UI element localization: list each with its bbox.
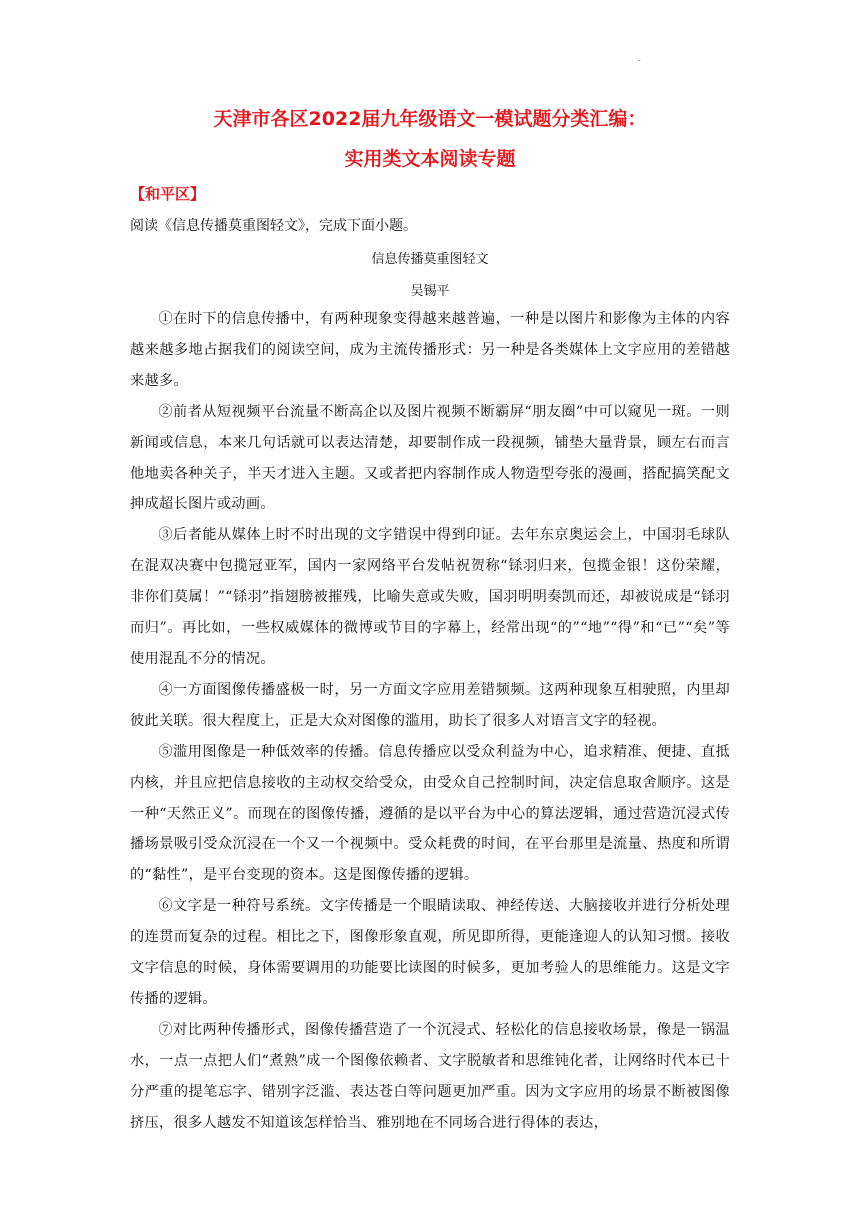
paragraph-4: ④一方面图像传播盛极一时，另一方面文字应用差错频频。这两种现象互相驶照，内里却彼此关联。很大程度上，正是大众对图像的滥用，助长了很多人对语言文字的轻视。 <box>130 681 730 729</box>
paragraph-2: ②前者从短视频平台流量不断高企以及图片视频不断霸屏“朋友圈”中可以窥见一斑。一则新闻或信息，本来几句话就可以表达清楚，却要制作成一段视频，铺垫大量背景，顾左右而言他地卖各种关子，半天才进入主题。又或者把内容制作成人物造型夸张的漫画，搭配搞笑配文抻成超长图片或动画。 <box>130 403 730 513</box>
paragraph-7: ⑦对比两种传播形式，图像传播营造了一个沉浸式、轻松化的信息接收场景，像是一锅温水，一点一点把人们“煮熟”成一个图像依赖者、文字脱敏者和思维钝化者，让网络时代本已十分严重的提笔忘字、错别字泛滥、表达苍白等问题更加严重。因为文字应用的场景不断被图像挤压，很多人越发不知道该怎样恰当、雅别地在不同场合进行得体的表达， <box>130 1021 730 1131</box>
article-body <box>130 304 730 1138</box>
document-subtitle: 实用类文本阅读专题 <box>344 148 516 170</box>
document-title: 天津市各区2022届九年级语文一模试题分类汇编： <box>213 108 647 130</box>
paragraph-1: ①在时下的信息传播中，有两种现象变得越来越普遍，一种是以图片和影像为主体的内容越来越多地占据我们的阅读空间，成为主流传播形式：另一种是各类媒体上文字应用的差错越来越多。 <box>130 311 730 389</box>
article-author: 吴锡平 <box>410 284 450 299</box>
paragraph-5: ⑤滥用图像是一种低效率的传播。信息传播应以受众利益为中心，追求精准、便捷、直抵内核，并且应把信息接收的主动权交给受众，由受众自己控制时间，决定信息取舍顺序。这是一种“天然正义”。而现在的图像传播，遵循的是以平台为中心的算法逻辑，通过营造沉浸式传播场景吸引受众沉浸在一个又一个视频中。受众耗费的时间，在平台那里是流量、热度和所谓的“黏性”，是平台变现的资本。这是图像传播的逻辑。 <box>130 743 730 884</box>
corner-mark: · <box>638 55 642 66</box>
article-title: 信息传播莫重图轻文 <box>371 252 489 267</box>
section-label: 【和平区】 <box>130 185 206 203</box>
paragraph-6: ⑥文字是一种符号系统。文字传播是一个眼睛读取、神经传送、大脑接收并进行分析处理的连贯而复杂的过程。相比之下，图像形象直观，所见即所得，更能逢迎人的认知习惯。接收文字信息的时候，身体需要调用的功能要比读图的时候多，更加考验人的思维能力。这是文字传播的逻辑。 <box>130 898 730 1007</box>
paragraph-3: ③后者能从媒体上时不时出现的文字错误中得到印证。去年东京奥运会上，中国羽毛球队在混双决赛中包揽冠亚军，国内一家网络平台发帖祝贺称“铩羽归来，包揽金银！这份荣耀，非你们莫属！”“铩羽”指翅膀被摧残，比喻失意或失败，国羽明明奏凯而还，却被说成是“铩羽而归”。再比如，一些权威媒体的微博或节目的字幕上，经常出现“的”“地”“得”和“已”“矣”等使用混乱不分的情况。 <box>130 527 730 667</box>
reading-instruction: 阅读《信息传播莫重图轻文》，完成下面小题。 <box>130 218 417 234</box>
